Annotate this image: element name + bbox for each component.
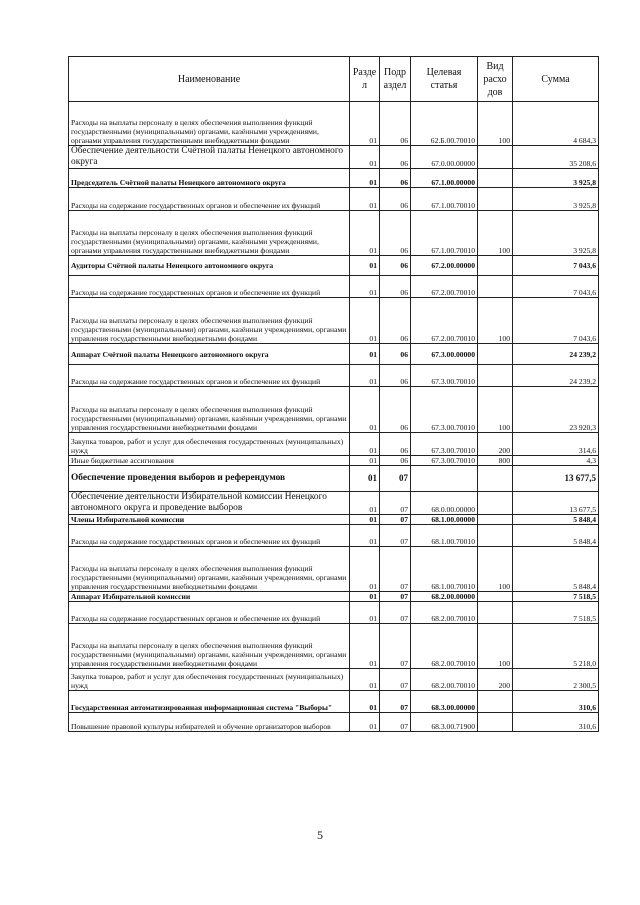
page-number: 5 <box>317 828 323 842</box>
cell-name: Закупка товаров, работ и услуг для обеспечения государственных (муниципальных) нужд <box>69 669 350 691</box>
cell-target: 67.1.00.00000 <box>411 169 478 188</box>
cell-sum: 23 920,3 <box>513 387 599 433</box>
cell-sum: 5 848,4 <box>513 515 599 525</box>
cell-podrazdel: 06 <box>380 433 411 456</box>
cell-vid <box>478 365 513 387</box>
cell-target: 67.3.00.70010 <box>411 433 478 456</box>
table-row <box>69 515 599 525</box>
cell-sum: 35 208,6 <box>513 146 599 169</box>
cell-sum: 3 925,8 <box>513 211 599 256</box>
cell-razdel: 01 <box>350 276 380 298</box>
column-header-vid: Вид расхо дов <box>478 57 513 102</box>
cell-name: Иные бюджетные ассигнования <box>69 456 350 466</box>
cell-podrazdel: 06 <box>380 169 411 188</box>
cell-podrazdel: 06 <box>380 102 411 146</box>
cell-razdel: 01 <box>350 525 380 547</box>
table-row <box>69 492 599 515</box>
cell-target: 67.2.00.70010 <box>411 276 478 298</box>
cell-vid <box>478 592 513 602</box>
table-row <box>69 713 599 732</box>
cell-target: 62.Б.00.70010 <box>411 102 478 146</box>
table-row <box>69 547 599 592</box>
cell-podrazdel: 07 <box>380 713 411 732</box>
cell-target: 67.2.00.70010 <box>411 298 478 344</box>
cell-name: Аппарат Избирательной комиссии <box>69 592 350 602</box>
cell-name: Закупка товаров, работ и услуг для обеспечения государственных (муниципальных) нужд <box>69 433 350 456</box>
cell-podrazdel: 07 <box>380 669 411 691</box>
cell-name: Расходы на выплаты персоналу в целях обеспечения выполнения функций государственными (муниципальными) органами, казёнными учреждениями, органами управления государственными внебюджетными фондами <box>69 102 350 146</box>
cell-podrazdel: 07 <box>380 592 411 602</box>
cell-sum: 5 848,4 <box>513 547 599 592</box>
cell-vid <box>478 344 513 365</box>
cell-sum: 2 300,5 <box>513 669 599 691</box>
cell-sum: 3 925,8 <box>513 169 599 188</box>
cell-podrazdel: 07 <box>380 602 411 624</box>
column-header-razdel: Разде л <box>350 57 380 102</box>
table-row <box>69 169 599 188</box>
cell-razdel: 01 <box>350 256 380 276</box>
cell-razdel: 01 <box>350 211 380 256</box>
cell-sum: 24 239,2 <box>513 365 599 387</box>
cell-sum: 3 925,8 <box>513 188 599 211</box>
cell-vid: 100 <box>478 387 513 433</box>
cell-name: Расходы на содержание государственных органов и обеспечение их функций <box>69 602 350 624</box>
cell-target: 68.2.00.70010 <box>411 624 478 669</box>
cell-podrazdel: 06 <box>380 188 411 211</box>
column-header-podrazdel: Подр аздел <box>380 57 411 102</box>
cell-target: 67.3.00.70010 <box>411 456 478 466</box>
cell-razdel: 01 <box>350 188 380 211</box>
cell-podrazdel: 07 <box>380 691 411 713</box>
table-row <box>69 365 599 387</box>
cell-sum: 4,3 <box>513 456 599 466</box>
cell-podrazdel: 07 <box>380 515 411 525</box>
cell-podrazdel: 06 <box>380 344 411 365</box>
cell-name: Повышение правовой культуры избирателей и обучение организаторов выборов <box>69 713 350 732</box>
cell-vid <box>478 256 513 276</box>
table-body <box>69 102 599 732</box>
cell-razdel: 01 <box>350 466 380 492</box>
cell-vid: 100 <box>478 211 513 256</box>
cell-podrazdel: 06 <box>380 298 411 344</box>
cell-sum: 5 218,0 <box>513 624 599 669</box>
cell-target: 67.2.00.00000 <box>411 256 478 276</box>
cell-razdel: 01 <box>350 102 380 146</box>
column-header-sum: Сумма <box>513 57 599 102</box>
cell-name: Обеспечение проведения выборов и референдумов <box>69 466 350 492</box>
cell-target: 67.1.00.70010 <box>411 211 478 256</box>
cell-name: Расходы на выплаты персоналу в целях обеспечения выполнения функций государственными (муниципальными) органами, казёнными учреждениями, органами управления государственными внебюджетными фондами <box>69 211 350 256</box>
cell-razdel: 01 <box>350 602 380 624</box>
cell-vid <box>478 188 513 211</box>
cell-razdel: 01 <box>350 433 380 456</box>
table-header-row <box>69 57 599 102</box>
cell-vid: 100 <box>478 624 513 669</box>
table-row <box>69 298 599 344</box>
cell-razdel: 01 <box>350 344 380 365</box>
table-row <box>69 669 599 691</box>
table-row <box>69 211 599 256</box>
table-row <box>69 691 599 713</box>
cell-vid <box>478 515 513 525</box>
cell-target: 68.3.00.00000 <box>411 691 478 713</box>
cell-razdel: 01 <box>350 592 380 602</box>
cell-razdel: 01 <box>350 669 380 691</box>
cell-razdel: 01 <box>350 456 380 466</box>
cell-vid <box>478 146 513 169</box>
cell-razdel: 01 <box>350 691 380 713</box>
cell-name: Расходы на содержание государственных органов и обеспечение их функций <box>69 188 350 211</box>
cell-razdel: 01 <box>350 547 380 592</box>
cell-target: 68.2.00.70010 <box>411 669 478 691</box>
cell-vid <box>478 713 513 732</box>
cell-target <box>411 466 478 492</box>
cell-sum: 24 239,2 <box>513 344 599 365</box>
cell-vid: 100 <box>478 102 513 146</box>
cell-razdel: 01 <box>350 515 380 525</box>
cell-razdel: 01 <box>350 169 380 188</box>
cell-name: Обеспечение деятельности Счётной палаты Ненецкого автономного округа <box>69 146 350 169</box>
budget-table <box>68 56 599 732</box>
cell-razdel: 01 <box>350 298 380 344</box>
cell-razdel: 01 <box>350 387 380 433</box>
table-row <box>69 387 599 433</box>
cell-name: Члены Избирательной комиссии <box>69 515 350 525</box>
cell-razdel: 01 <box>350 713 380 732</box>
cell-name: Обеспечение деятельности Избирательной комиссии Ненецкого автономного округа и проведение выборов <box>69 492 350 515</box>
cell-sum: 5 848,4 <box>513 525 599 547</box>
cell-vid <box>478 492 513 515</box>
cell-razdel: 01 <box>350 624 380 669</box>
cell-podrazdel: 06 <box>380 365 411 387</box>
cell-podrazdel: 06 <box>380 387 411 433</box>
cell-target: 67.3.00.00000 <box>411 344 478 365</box>
cell-target: 68.3.00.71900 <box>411 713 478 732</box>
cell-sum: 310,6 <box>513 691 599 713</box>
cell-vid <box>478 525 513 547</box>
table-row <box>69 525 599 547</box>
table-row <box>69 344 599 365</box>
cell-vid: 100 <box>478 298 513 344</box>
cell-name: Расходы на выплаты персоналу в целях обеспечения выполнения функций государственными (муниципальными) органами, казённыи учреждениями, органами управления государственными внебюджетными фондами <box>69 547 350 592</box>
cell-vid <box>478 466 513 492</box>
cell-name: Расходы на выплаты персоналу в целях обеспечения выполнения функций государственными (муниципальными) органами, казённыи учреждениями, органами управления государственными внебюджетными фондами <box>69 298 350 344</box>
cell-podrazdel: 06 <box>380 146 411 169</box>
cell-podrazdel: 06 <box>380 276 411 298</box>
cell-razdel: 01 <box>350 146 380 169</box>
cell-sum: 314,6 <box>513 433 599 456</box>
cell-name: Аудиторы Счётной палаты Ненецкого автономного округа <box>69 256 350 276</box>
table-row <box>69 592 599 602</box>
cell-podrazdel: 07 <box>380 525 411 547</box>
cell-sum: 7 518,5 <box>513 602 599 624</box>
cell-podrazdel: 07 <box>380 492 411 515</box>
cell-name: Расходы на содержание государственных органов и обеспечение их функций <box>69 276 350 298</box>
cell-target: 68.1.00.00000 <box>411 515 478 525</box>
cell-target: 68.2.00.00000 <box>411 592 478 602</box>
cell-name: Председатель Счётной палаты Ненецкого автономного округа <box>69 169 350 188</box>
cell-target: 67.3.00.70010 <box>411 387 478 433</box>
table-row <box>69 276 599 298</box>
table-row <box>69 602 599 624</box>
column-header-name: Наименование <box>69 57 350 102</box>
cell-vid <box>478 169 513 188</box>
cell-razdel: 01 <box>350 365 380 387</box>
cell-target: 68.1.00.70010 <box>411 525 478 547</box>
cell-name: Расходы на содержание государственных органов и обеспечение их функций <box>69 525 350 547</box>
cell-razdel: 01 <box>350 492 380 515</box>
cell-target: 67.0.00.00000 <box>411 146 478 169</box>
cell-sum: 7 518,5 <box>513 592 599 602</box>
table-row <box>69 102 599 146</box>
cell-podrazdel: 07 <box>380 466 411 492</box>
cell-target: 67.3.00.70010 <box>411 365 478 387</box>
cell-target: 67.1.00.70010 <box>411 188 478 211</box>
column-header-target: Целевая статья <box>411 57 478 102</box>
cell-vid: 200 <box>478 669 513 691</box>
table-row <box>69 456 599 466</box>
cell-vid <box>478 691 513 713</box>
cell-podrazdel: 06 <box>380 256 411 276</box>
cell-name: Расходы на содержание государственных органов и обеспечение их функций <box>69 365 350 387</box>
cell-sum: 13 677,5 <box>513 466 599 492</box>
table-row <box>69 256 599 276</box>
table-row <box>69 188 599 211</box>
cell-sum: 13 677,5 <box>513 492 599 515</box>
cell-sum: 7 043,6 <box>513 276 599 298</box>
cell-sum: 4 684,3 <box>513 102 599 146</box>
cell-target: 68.2.00.70010 <box>411 602 478 624</box>
cell-podrazdel: 07 <box>380 624 411 669</box>
cell-sum: 7 043,6 <box>513 256 599 276</box>
cell-podrazdel: 06 <box>380 456 411 466</box>
cell-podrazdel: 07 <box>380 547 411 592</box>
cell-name: Расходы на выплаты персоналу в целях обеспечения выполнения функций государственными (муниципальными) органами, казённыи учреждениями, органами управления государственными внебюджетными фондами <box>69 387 350 433</box>
table-row <box>69 466 599 492</box>
table-row <box>69 624 599 669</box>
cell-name: Расходы на выплаты персоналу в целях обеспечения выполнения функций государственными (муниципальными) органами, казённыи учреждениями, органами управления государственными внебюджетными фондами <box>69 624 350 669</box>
cell-vid: 100 <box>478 547 513 592</box>
table-row <box>69 146 599 169</box>
table-row <box>69 433 599 456</box>
cell-name: Аппарат Счётной палаты Ненецкого автономного округа <box>69 344 350 365</box>
cell-target: 68.0.00.00000 <box>411 492 478 515</box>
cell-vid <box>478 602 513 624</box>
cell-target: 68.1.00.70010 <box>411 547 478 592</box>
cell-name: Государственная автоматизированная информационная система "Выборы" <box>69 691 350 713</box>
cell-sum: 310,6 <box>513 713 599 732</box>
cell-vid <box>478 276 513 298</box>
cell-podrazdel: 06 <box>380 211 411 256</box>
cell-vid: 800 <box>478 456 513 466</box>
cell-vid: 200 <box>478 433 513 456</box>
cell-sum: 7 043,6 <box>513 298 599 344</box>
